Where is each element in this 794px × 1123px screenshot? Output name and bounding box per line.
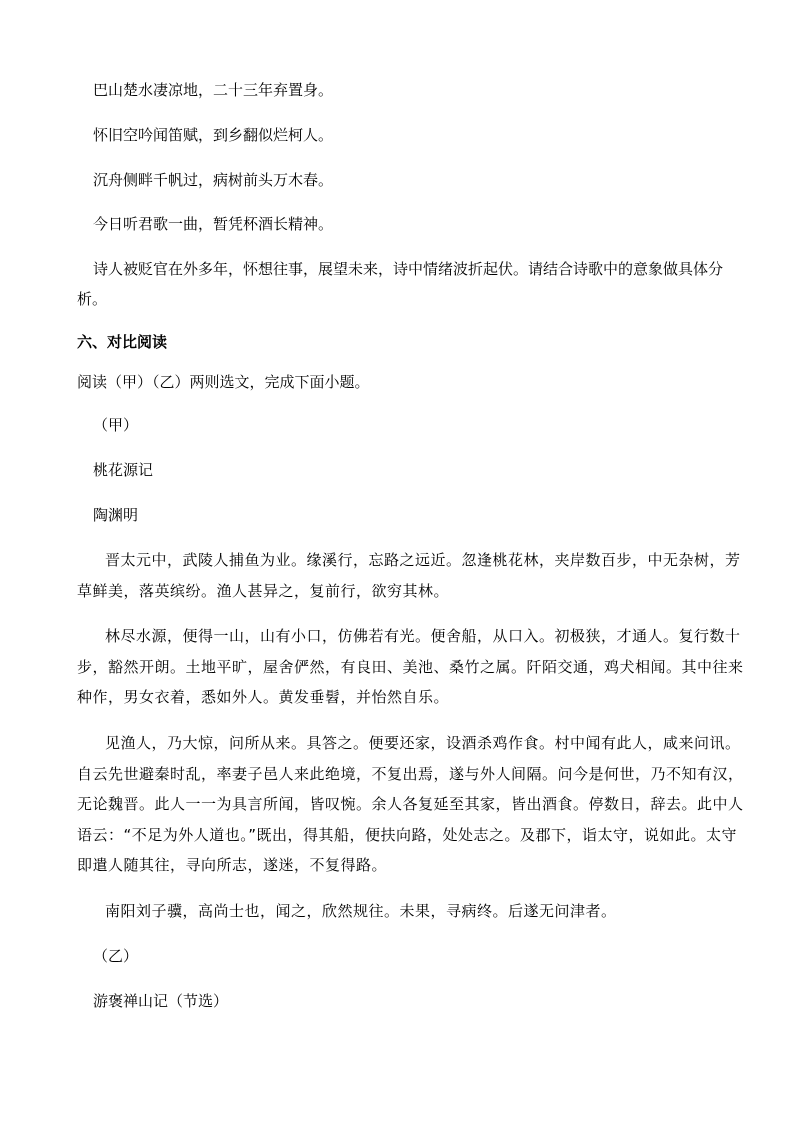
question-line-1: 诗人被贬官在外多年，怀想往事，展望未来，诗中情绪波折起伏。请结合诗歌中的意象做具体分 [93, 260, 724, 278]
jia-title: 桃花源记 [93, 461, 154, 479]
jia-p3-line-2: 自云先世避秦时乱，率妻子邑人来此绝境，不复出焉，遂与外人间隔。问今是何世，乃不知有汉， [77, 765, 744, 783]
jia-p1-line-1: 晋太元中，武陵人捕鱼为业。缘溪行，忘路之远近。忽逢桃花林，夹岸数百步，中无杂树，芳 [105, 551, 741, 569]
jia-p3-line-1: 见渔人，乃大惊，问所从来。具答之。便要还家，设酒杀鸡作食。村中闻有此人，咸来问讯。 [105, 734, 741, 752]
yi-label: （乙） [93, 947, 139, 965]
poem-line-3: 沉舟侧畔千帆过，病树前头万木春。 [93, 171, 334, 189]
question-line-2: 析。 [77, 290, 108, 308]
jia-label: （甲） [93, 416, 139, 434]
jia-author: 陶渊明 [93, 506, 139, 524]
jia-p3-line-5: 即遣人随其往，寻向所志，遂迷，不复得路。 [77, 856, 388, 874]
jia-p2-line-3: 种作，男女衣着，悉如外人。黄发垂髫，并怡然自乐。 [77, 688, 450, 706]
section-heading: 六、对比阅读 [77, 333, 168, 351]
jia-p2-line-1: 林尽水源，便得一山，山有小口，仿佛若有光。便舍船，从口入。初极狭，才通人。复行数十 [105, 627, 741, 645]
jia-p1-line-2: 草鲜美，落英缤纷。渔人甚异之，复前行，欲穷其林。 [77, 582, 450, 600]
jia-p4-line-1: 南阳刘子骥，高尚士也，闻之，欣然规往。未果，寻病终。后遂无问津者。 [105, 902, 617, 920]
poem-line-1: 巴山楚水凄凉地，二十三年弃置身。 [93, 81, 334, 99]
yi-title: 游褒禅山记（节选） [93, 992, 229, 1010]
jia-p3-line-3: 无论魏晋。此人一一为具言所闻，皆叹惋。余人各复延至其家，皆出酒食。停数日，辞去。此中人 [77, 795, 744, 813]
jia-p2-line-2: 步，豁然开朗。土地平旷，屋舍俨然，有良田、美池、桑竹之属。阡陌交通，鸡犬相闻。其中往来 [77, 658, 744, 676]
jia-p3-line-4: 语云：“不足为外人道也。”既出，得其船，便扶向路，处处志之。及郡下，诣太守，说如此。太守 [77, 826, 738, 844]
poem-line-4: 今日听君歌一曲，暂凭杯酒长精神。 [93, 215, 334, 233]
section-instruction: 阅读（甲）（乙）两则选文，完成下面小题。 [77, 373, 370, 391]
poem-line-2: 怀旧空吟闻笛赋，到乡翻似烂柯人。 [93, 126, 334, 144]
